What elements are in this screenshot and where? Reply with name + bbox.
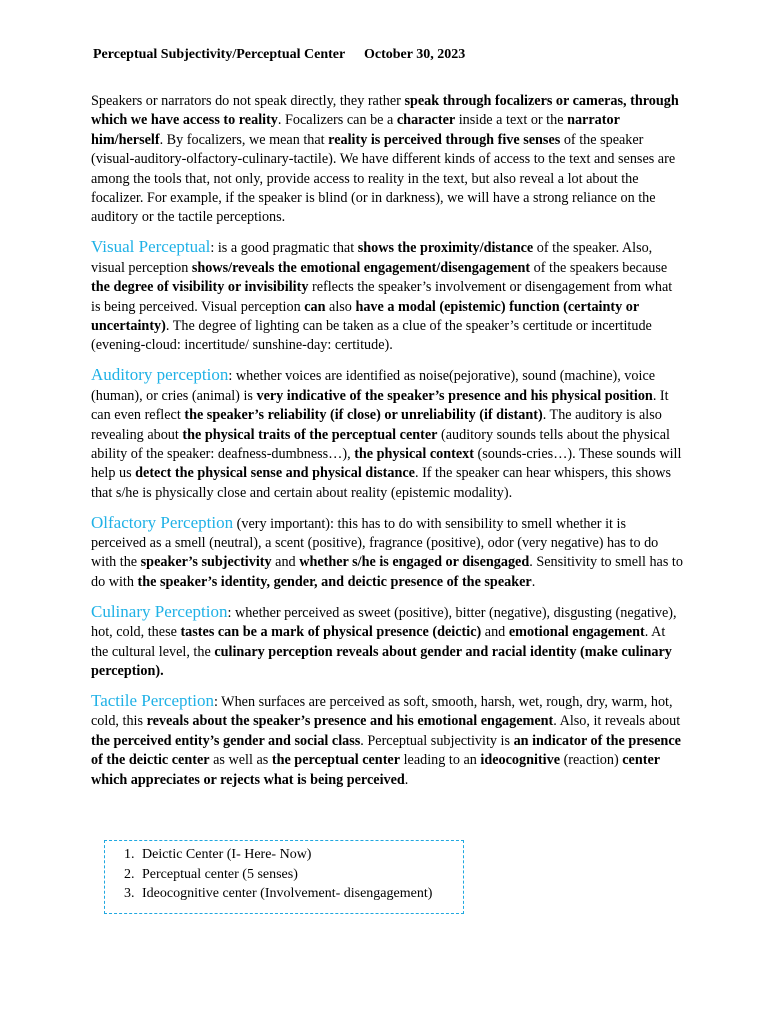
text-run: of the speaker (visual-auditory-olfactory-culinary-tactile). We have different kinds of access to the text and senses are among the tools that, not only, provide access to reality in the text, but also reveal a lot about the focalizer. For example, if the speaker is blind (or in darkness), we will have a strong reliance on the auditory or the tactile perceptions. [91, 131, 676, 226]
text-run: reflects the speaker’s involvement or disengagement from what is being perceived. Visual perception [91, 279, 673, 315]
text-run: of the speaker. Also, visual perception [91, 240, 653, 276]
text-run: as well as [209, 752, 272, 769]
text-run: also [325, 298, 356, 315]
text-run: . [531, 573, 536, 590]
bold-text: reveals about the speaker’s presence and his emotional engagement [146, 713, 554, 730]
intro-paragraph [91, 92, 683, 228]
text-run: and [271, 554, 300, 571]
section-heading: Olfactory Perception [91, 512, 234, 532]
summary-list [105, 841, 463, 904]
document-body [91, 92, 683, 799]
text-run: Speakers or narrators do not speak directly, they rather [91, 93, 405, 109]
text-run: . Focalizers can be a [277, 112, 397, 129]
text-run: (very important): this has to do with sensibility to smell whether it is perceived as a smell (neutral), a scent (positive), fragrance (positive), odor (very negative) has to do with the [91, 515, 659, 571]
text-run: . By focalizers, we mean that [159, 131, 329, 148]
bold-text: emotional engagement [508, 624, 645, 641]
text-run: (auditory sounds tells about the physical ability of the speaker: deafness-dumbness…), [91, 426, 670, 462]
summary-list-item: 1. Deictic Center (I- Here- Now) [138, 845, 463, 865]
header-date: October 30, 2023 [364, 47, 466, 62]
section-paragraph [91, 691, 683, 790]
text-run: . Perceptual subjectivity is [360, 732, 514, 749]
bold-text: character [396, 112, 456, 129]
text-run: . Also, it reveals about [553, 713, 681, 730]
summary-list-item: 2. Perceptual center (5 senses) [138, 865, 463, 885]
text-run: . Sensitivity to smell has to do with [91, 554, 683, 590]
section-paragraph [91, 513, 683, 593]
page-header [93, 47, 470, 63]
section-heading: Culinary Perception [91, 601, 228, 621]
bold-text: have a modal (epistemic) function (certainty or uncertainty) [91, 298, 639, 334]
sense-sections [91, 237, 683, 790]
text-run: inside a text or the [455, 112, 568, 129]
bold-text: tastes can be a mark of physical presence (deictic) [180, 624, 482, 641]
text-run: : whether perceived as sweet (positive), bitter (negative), disgusting (negative), hot, cold, these [91, 604, 677, 641]
text-run: . It can even reflect [91, 387, 669, 424]
text-run: and [481, 624, 509, 641]
bold-text: center which appreciates or rejects what is being perceived [91, 752, 660, 788]
bold-text: the perceptual center [271, 752, 401, 769]
text-run: . [404, 771, 409, 788]
text-run: : whether voices are identified as noise(pejorative), sound (machine), voice (human), or cries (animal) is [91, 368, 656, 404]
bold-text: the perceived entity’s gender and social class [91, 732, 361, 749]
text-run: leading to an [400, 752, 481, 769]
text-run: : is a good pragmatic that [210, 240, 358, 257]
bold-text: ideocognitive [480, 752, 561, 769]
bold-text: shows/reveals the emotional engagement/disengagement [191, 259, 531, 276]
text-run: . The auditory is also revealing about [91, 407, 662, 443]
text-run: of the speakers because [530, 259, 668, 276]
bold-text: whether s/he is engaged or disengaged [299, 554, 530, 571]
bold-text: an indicator of the presence of the deictic center [91, 732, 681, 769]
text-run: . The degree of lighting can be taken as a clue of the speaker’s certitude or incertitude (evening-cloud: incertitude/ sunshine-day: certitude). [91, 317, 652, 354]
bold-text: speaker’s subjectivity [140, 554, 272, 571]
bold-text: the degree of visibility or invisibility [91, 279, 309, 296]
bold-text: reality is perceived through five senses [328, 131, 561, 148]
summary-box [104, 840, 464, 914]
bold-text: shows the proximity/distance [357, 240, 534, 257]
bold-text: the physical context [354, 445, 474, 462]
bold-text: the speaker’s reliability (if close) or unreliability (if distant) [184, 407, 543, 424]
bold-text: can [304, 298, 326, 315]
bold-text: detect the physical sense and physical distance [135, 465, 415, 482]
text-run: . If the speaker can hear whispers, this shows that s/he is physically close and certain about reality (epistemic modality). [91, 465, 672, 501]
summary-list-item: 3. Ideocognitive center (Involvement- disengagement) [138, 884, 463, 904]
section-heading: Visual Perceptual [91, 237, 211, 257]
bold-text: culinary perception reveals about gender and racial identity (make culinary perception). [91, 643, 672, 679]
section-heading: Auditory perception [91, 365, 229, 385]
bold-text: the physical traits of the perceptual center [182, 426, 438, 443]
section-heading: Tactile Perception [91, 690, 214, 710]
bold-text: narrator him/herself [91, 112, 620, 148]
text-run: : When surfaces are perceived as soft, smooth, harsh, wet, rough, dry, warm, hot, cold, this [91, 693, 673, 730]
section-paragraph [91, 602, 683, 682]
section-paragraph [91, 237, 683, 355]
text-run: (sounds-cries…). These sounds will help us [91, 445, 682, 482]
bold-text: the speaker’s identity, gender, and deictic presence of the speaker [137, 573, 532, 590]
text-run: (reaction) [560, 752, 623, 769]
header-title: Perceptual Subjectivity/Perceptual Center [93, 47, 346, 62]
bold-text: very indicative of the speaker’s presence and his physical position [256, 387, 653, 404]
text-run: . At the cultural level, the [91, 624, 666, 660]
bold-text: speak through focalizers or cameras, through which we have access to reality [91, 93, 679, 129]
section-paragraph [91, 365, 683, 503]
